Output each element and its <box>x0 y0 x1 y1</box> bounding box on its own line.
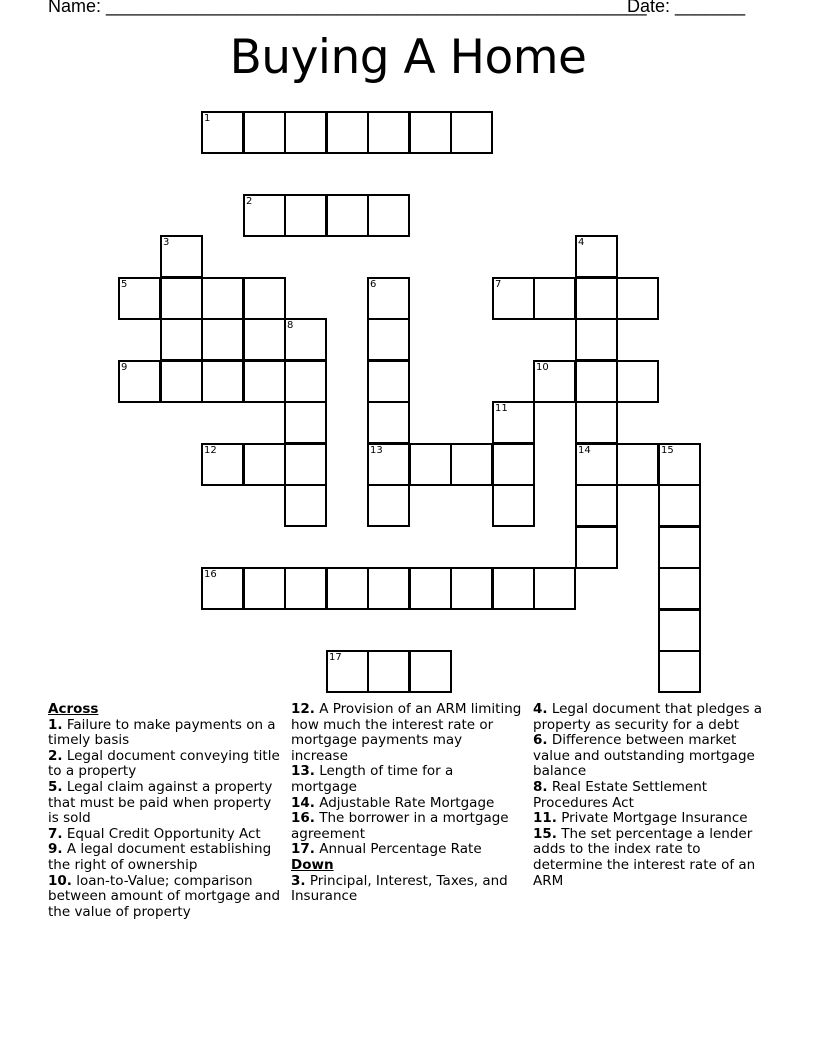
clue-item <box>48 718 283 749</box>
crossword-cell[interactable] <box>533 567 576 610</box>
clue-number-label: 14. <box>291 794 315 811</box>
clue-number-label: 8. <box>533 778 548 795</box>
crossword-cell[interactable] <box>658 484 701 527</box>
clue-number: 6 <box>370 279 377 290</box>
clue-item <box>48 842 283 873</box>
crossword-cell[interactable] <box>160 360 203 403</box>
crossword-cell[interactable] <box>367 111 410 154</box>
clue-number: 5 <box>121 279 128 290</box>
clues-column-2 <box>291 702 523 905</box>
clues-column-3 <box>533 702 773 889</box>
clue-number-label: 1. <box>48 716 63 733</box>
crossword-cell[interactable] <box>201 360 244 403</box>
crossword-cell[interactable] <box>160 318 203 361</box>
crossword-cell[interactable] <box>284 194 327 237</box>
page-title: Buying A Home <box>229 30 587 85</box>
crossword-cell[interactable] <box>658 526 701 569</box>
crossword-cell[interactable] <box>284 360 327 403</box>
crossword-cell[interactable] <box>201 277 244 320</box>
clue-text: Failure to make payments on a timely basis <box>48 716 276 749</box>
clue-text: Legal claim against a property that must be paid when property is sold <box>48 778 273 827</box>
crossword-cell[interactable] <box>492 443 535 486</box>
crossword-cell[interactable] <box>409 111 452 154</box>
clue-item <box>291 874 523 905</box>
clue-number: 15 <box>661 445 674 456</box>
crossword-cell[interactable] <box>367 360 410 403</box>
crossword-cell[interactable] <box>367 318 410 361</box>
crossword-cell[interactable] <box>450 443 493 486</box>
clue-text: A Provision of an ARM limiting how much the interest rate or mortgage payments may increase <box>291 701 522 764</box>
clue-number-label: 10. <box>48 872 72 889</box>
clue-item <box>533 702 773 733</box>
clue-text: Legal document conveying title to a property <box>48 747 280 780</box>
crossword-cell[interactable] <box>201 318 244 361</box>
crossword-cell[interactable] <box>243 318 286 361</box>
clue-text: loan-to-Value; comparison between amount of mortgage and the value of property <box>48 872 281 920</box>
crossword-cell[interactable] <box>616 360 659 403</box>
clue-number-label: 3. <box>291 872 306 889</box>
clue-item <box>291 796 523 812</box>
clue-text: Principal, Interest, Taxes, and Insurance <box>291 872 508 905</box>
clue-item <box>48 780 283 827</box>
clue-text: Private Mortgage Insurance <box>556 810 748 827</box>
clue-number-label: 15. <box>533 825 557 842</box>
crossword-cell[interactable] <box>575 484 618 527</box>
clue-text: A legal document establishing the right of ownership <box>48 841 272 873</box>
clue-number: 7 <box>495 279 502 290</box>
crossword-cell[interactable] <box>243 111 286 154</box>
clue-item <box>533 733 773 780</box>
clue-number: 9 <box>121 362 128 373</box>
crossword-cell[interactable] <box>284 443 327 486</box>
clue-number: 12 <box>204 445 217 456</box>
crossword-cell[interactable] <box>409 443 452 486</box>
crossword-cell[interactable] <box>284 401 327 444</box>
crossword-cell[interactable] <box>409 650 452 693</box>
clue-number: 2 <box>246 196 253 207</box>
clue-text: Adjustable Rate Mortgage <box>314 794 495 811</box>
crossword-cell[interactable] <box>284 567 327 610</box>
crossword-cell[interactable] <box>616 277 659 320</box>
clue-item <box>291 842 523 858</box>
crossword-cell[interactable] <box>367 484 410 527</box>
crossword-cell[interactable] <box>575 526 618 569</box>
clue-number-label: 5. <box>48 778 63 795</box>
clue-text: The borrower in a mortgage agreement <box>291 810 509 842</box>
crossword-cell[interactable] <box>450 111 493 154</box>
crossword-cell[interactable] <box>575 401 618 444</box>
clue-text: Difference between market value and outstanding mortgage balance <box>533 732 755 780</box>
clue-text: Annual Percentage Rate <box>314 841 482 858</box>
clue-number: 17 <box>329 652 342 663</box>
clue-number-label: 16. <box>291 810 315 827</box>
clue-number-label: 2. <box>48 747 63 764</box>
crossword-cell[interactable] <box>575 318 618 361</box>
clue-text: Length of time for a mortgage <box>291 763 454 795</box>
crossword-cell[interactable] <box>243 277 286 320</box>
clue-number: 10 <box>536 362 549 373</box>
crossword-cell[interactable] <box>658 609 701 652</box>
crossword-cell[interactable] <box>450 567 493 610</box>
crossword-cell[interactable] <box>284 111 327 154</box>
crossword-cell[interactable] <box>367 567 410 610</box>
clue-number: 4 <box>578 237 585 248</box>
crossword-cell[interactable] <box>326 194 369 237</box>
crossword-cell[interactable] <box>284 484 327 527</box>
crossword-cell[interactable] <box>367 401 410 444</box>
name-field-label[interactable]: Name: ______________________________________________________ <box>48 0 647 16</box>
clue-text: Equal Credit Opportunity Act <box>62 825 261 842</box>
crossword-cell[interactable] <box>243 567 286 610</box>
crossword-cell[interactable] <box>243 360 286 403</box>
clue-number: 14 <box>578 445 591 456</box>
clue-number-label: 4. <box>533 701 548 717</box>
clue-number: 16 <box>204 569 217 580</box>
crossword-cell[interactable] <box>243 443 286 486</box>
clue-item <box>533 827 773 889</box>
crossword-cell[interactable] <box>160 277 203 320</box>
clue-number: 1 <box>204 113 211 124</box>
across-heading: Across <box>48 701 99 717</box>
crossword-cell[interactable] <box>367 650 410 693</box>
clue-number-label: 11. <box>533 810 557 827</box>
clue-item <box>291 764 523 795</box>
clues-column-1 <box>48 702 283 920</box>
clue-item <box>48 874 283 921</box>
clue-text: Real Estate Settlement Procedures Act <box>533 778 708 811</box>
clue-number-label: 6. <box>533 732 548 749</box>
clue-item <box>48 827 283 843</box>
clue-number: 8 <box>287 320 294 331</box>
clue-number-label: 9. <box>48 841 63 858</box>
crossword-cell[interactable] <box>575 277 618 320</box>
crossword-cell[interactable] <box>492 484 535 527</box>
crossword-cell[interactable] <box>533 277 576 320</box>
clue-item <box>48 749 283 780</box>
clue-number: 11 <box>495 403 508 414</box>
crossword-cell[interactable] <box>492 567 535 610</box>
clue-number: 3 <box>163 237 170 248</box>
clue-text: The set percentage a lender adds to the index rate to determine the interest rate of an ARM <box>533 825 756 889</box>
clue-item <box>533 780 773 811</box>
clue-item <box>291 702 523 764</box>
crossword-cell[interactable] <box>409 567 452 610</box>
clue-number-label: 7. <box>48 825 63 842</box>
clue-item <box>291 811 523 842</box>
clue-number-label: 13. <box>291 763 315 780</box>
crossword-cell[interactable] <box>658 567 701 610</box>
clue-number-label: 12. <box>291 701 315 717</box>
date-field-label[interactable]: Date: _______ <box>627 0 746 16</box>
crossword-cell[interactable] <box>575 360 618 403</box>
crossword-cell[interactable] <box>326 111 369 154</box>
down-heading: Down <box>291 856 334 873</box>
clue-number: 13 <box>370 445 383 456</box>
crossword-cell[interactable] <box>616 443 659 486</box>
crossword-cell[interactable] <box>326 567 369 610</box>
clue-number-label: 17. <box>291 841 315 858</box>
crossword-cell[interactable] <box>658 650 701 693</box>
clue-text: Legal document that pledges a property as security for a debt <box>533 701 763 733</box>
crossword-cell[interactable] <box>367 194 410 237</box>
clue-item <box>533 811 773 827</box>
